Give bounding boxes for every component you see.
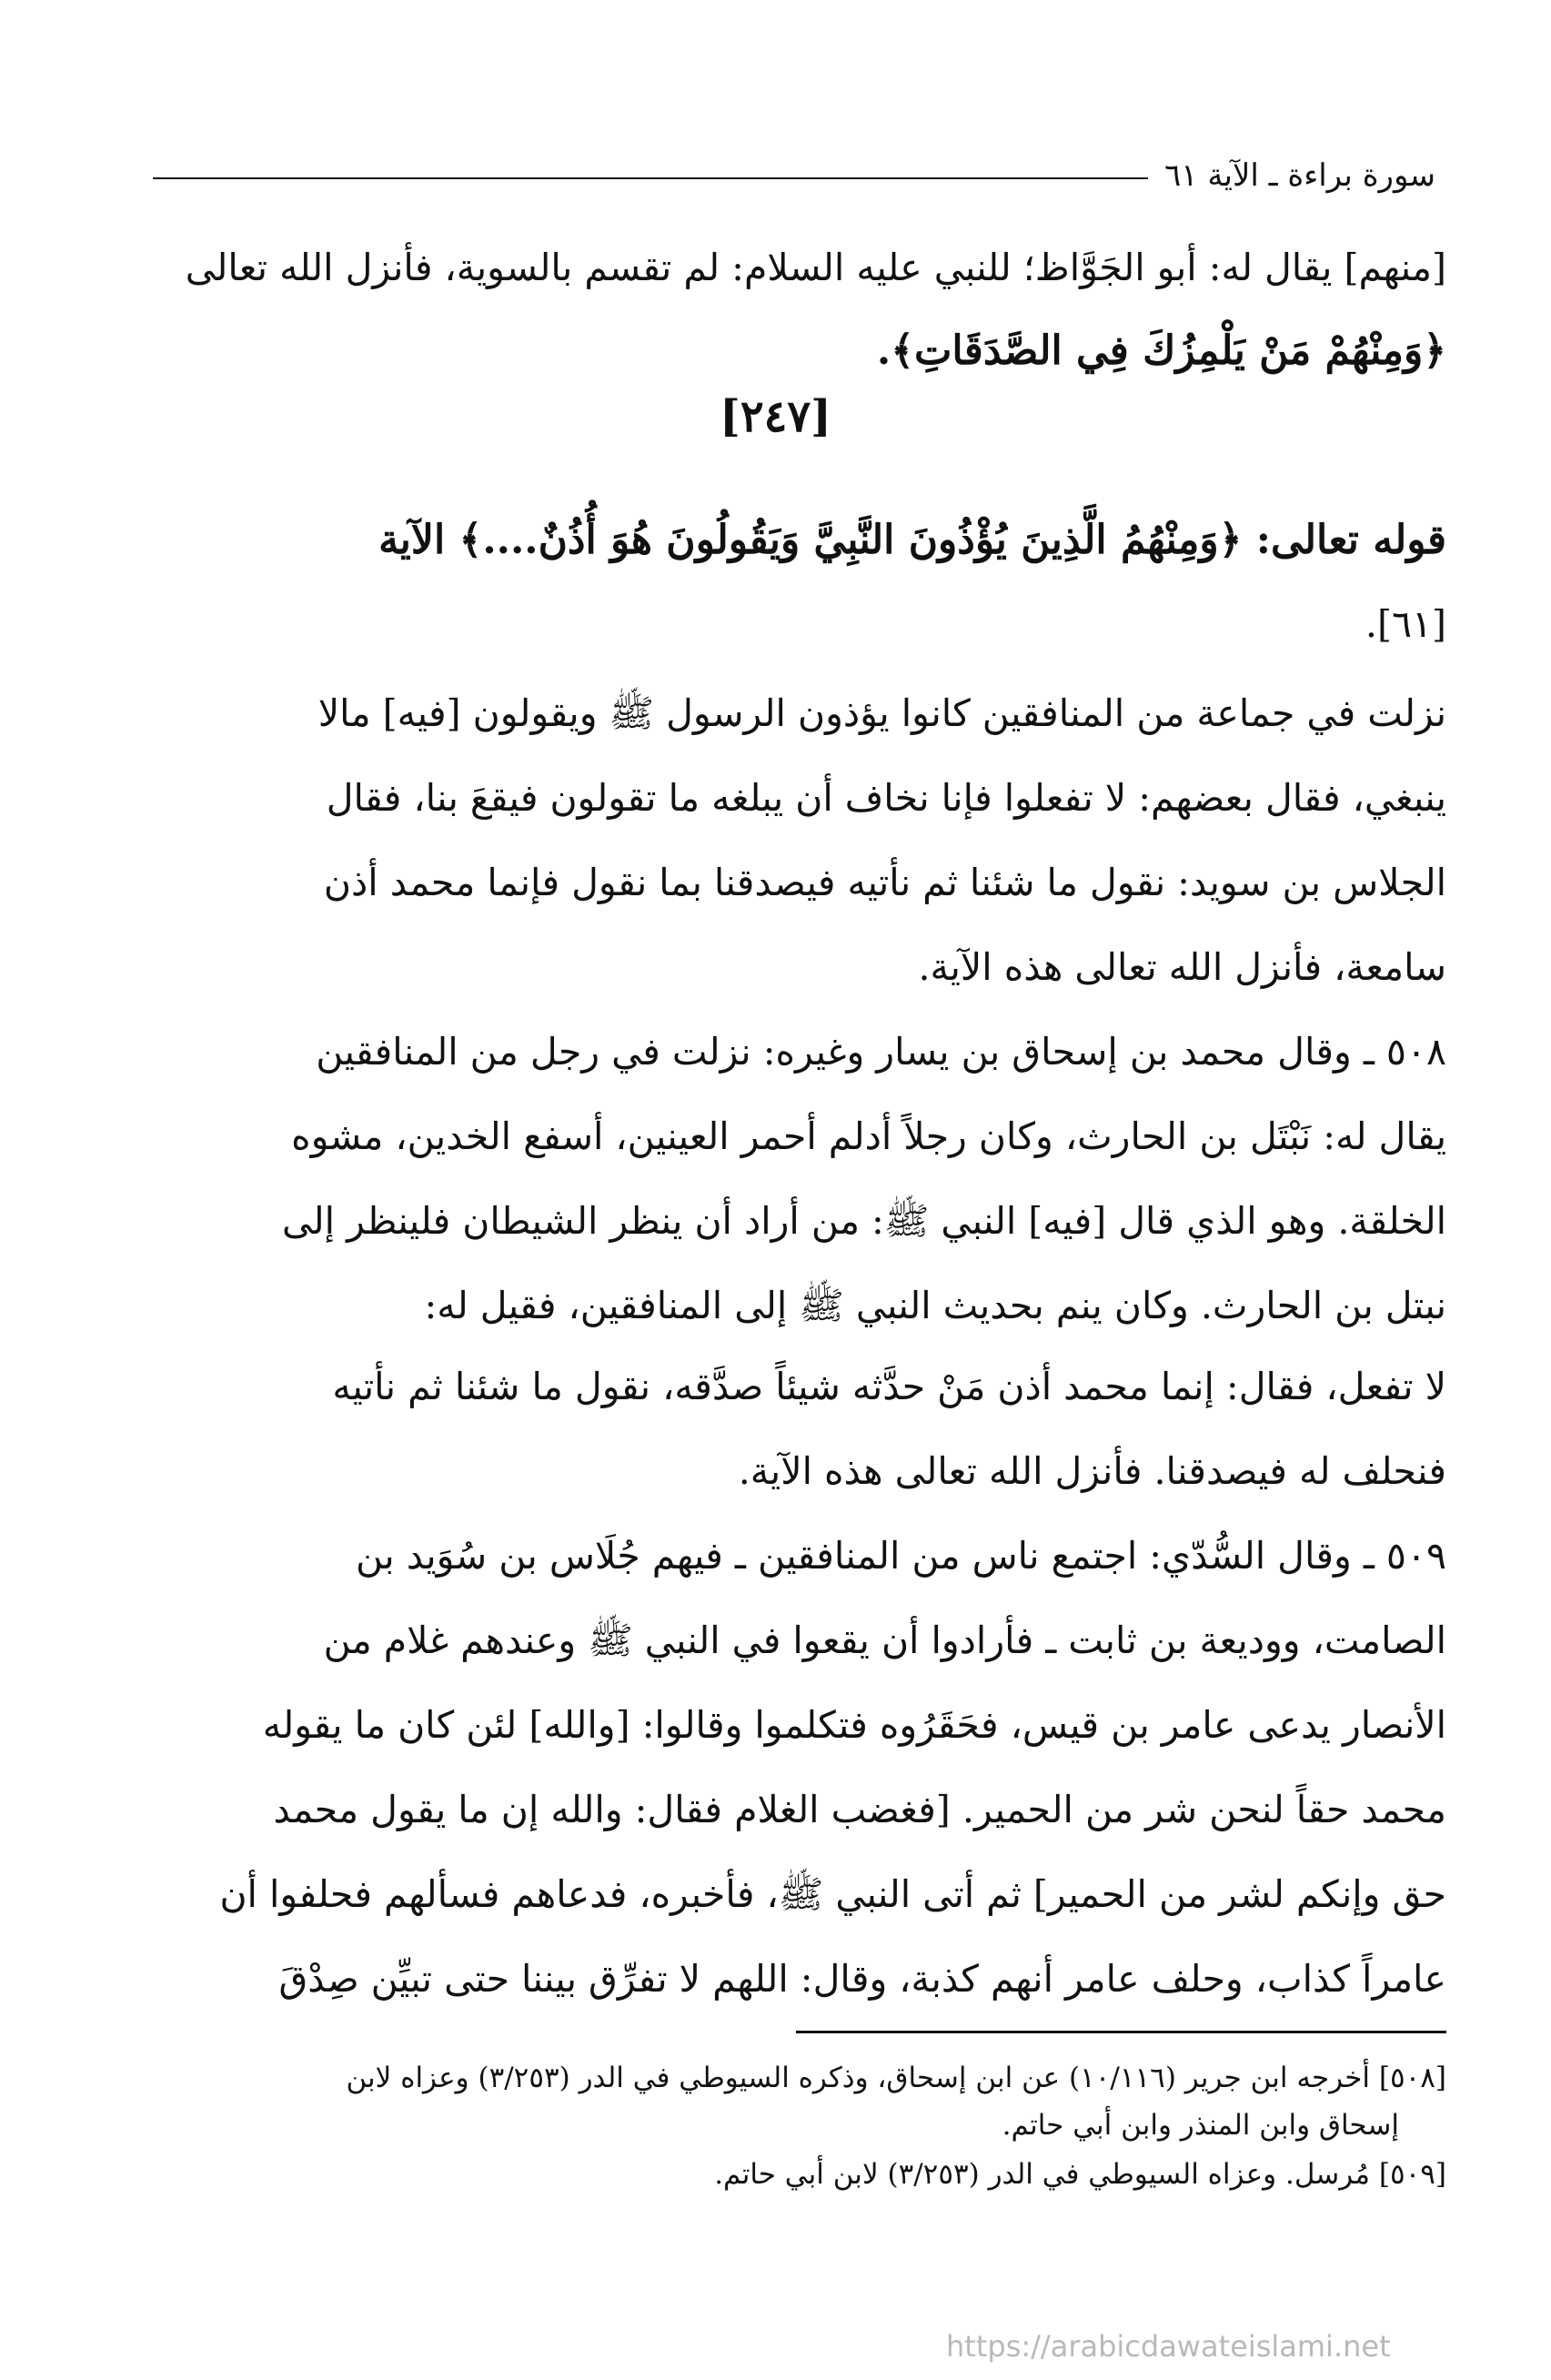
paragraph-509: [146, 1514, 1446, 2022]
footnote-509: [146, 2151, 1446, 2198]
watermark-url: https://arabicdawateislami.net: [946, 2329, 1391, 2364]
paragraph-intro: [146, 226, 1446, 393]
footnote-508: [146, 2054, 1446, 2149]
paragraph-revelation: [146, 671, 1446, 1010]
paragraph-508: [146, 1010, 1446, 1348]
footnote-line: [٥٠٨] أخرجه ابن جرير (١٠/١١٦) عن ابن إسحاق، وذكره السيوطي في الدر (٣/٢٥٣) وعزاه لابن: [346, 2062, 1446, 2094]
text-line: لا تفعل، فقال: إنما محمد أذن مَنْ حدَّثه شيئاً صدَّقه، نقول ما شئنا ثم نأتيه: [332, 1365, 1446, 1408]
text-line: محمد حقاً لنحن شر من الحمير. [فغضب الغلام فقال: والله إن ما يقول محمد: [273, 1788, 1446, 1831]
text-line: ٥٠٩ ـ وقال السُّدّي: اجتمع ناس من المنافقين ـ فيهم جُلَاس بن سُوَيد بن: [356, 1534, 1446, 1578]
running-header: [153, 153, 1435, 198]
text-line: الأنصار يدعى عامر بن قيس، فحَقَرُوه فتكلموا وقالوا: [والله] لئن كان ما يقوله: [262, 1703, 1446, 1747]
text-line: ينبغي، فقال بعضهم: لا تفعلوا فإنا نخاف أن يبلغه ما تقولون فيقعَ بنا، فقال: [326, 776, 1446, 820]
quran-verse-line: ﴿وَمِنْهُمْ مَنْ يَلْمِزُكَ فِي الصَّدَقَاتِ﴾.: [876, 328, 1446, 374]
paragraph-verse: [146, 499, 1446, 666]
text-line: حق وإنكم لشر من الحمير] ثم أتى النبي ﷺ، فأخبره، فدعاهم فسألهم فحلفوا أن: [219, 1872, 1446, 1916]
text-line: نزلت في جماعة من المنافقين كانوا يؤذون الرسول ﷺ ويقولون [فيه] مالا: [317, 691, 1446, 735]
footnote-line: إسحاق وابن المنذر وابن أبي حاتم.: [1002, 2109, 1399, 2142]
text-line: فنحلف له فيصدقنا. فأنزل الله تعالى هذه الآية.: [738, 1449, 1446, 1493]
header-rule: [153, 177, 1148, 179]
section-number: [٢٤٧]: [720, 391, 831, 442]
text-line: ٥٠٨ ـ وقال محمد بن إسحاق بن يسار وغيره: نزلت في رجل من المنافقين: [316, 1030, 1446, 1074]
text-line: الصامت، ووديعة بن ثابت ـ فأرادوا أن يقعوا في النبي ﷺ وعندهم غلام من: [323, 1619, 1446, 1662]
text-line: الخلقة. وهو الذي قال [فيه] النبي ﷺ: من أراد أن ينظر الشيطان فلينظر إلى: [281, 1199, 1446, 1243]
text-line: الجلاس بن سويد: نقول ما شئنا ثم نأتيه فيصدقنا بما نقول فإنما محمد أذن: [323, 861, 1446, 904]
text-line: نبتل بن الحارث. وكان ينم بحديث النبي ﷺ إلى المنافقين، فقيل له:: [424, 1284, 1446, 1327]
header-title: سورة براءة ـ الآية ٦١: [1163, 157, 1435, 194]
text-line: [منهم] يقال له: أبو الجَوَّاظ؛ للنبي عليه السلام: لم تقسم بالسوية، فأنزل الله تعالى: [185, 246, 1446, 289]
paragraph-508-continued: [146, 1345, 1446, 1514]
footnote-line: [٥٠٩] مُرسل. وعزاه السيوطي في الدر (٣/٢٥٣) لابن أبي حاتم.: [714, 2158, 1446, 2191]
text-line: عامراً كذاب، وحلف عامر أنهم كذبة، وقال: اللهم لا تفرِّق بيننا حتى تبيِّن صِدْقَ: [278, 1957, 1446, 2001]
text-line: [٦١].: [1365, 602, 1446, 646]
text-line: يقال له: نَبْتَل بن الحارث، وكان رجلاً أدلم أحمر العينين، أسفع الخدين، مشوه: [291, 1114, 1446, 1158]
footnote-separator: [796, 2031, 1446, 2033]
text-line: سامعة، فأنزل الله تعالى هذه الآية.: [918, 945, 1446, 989]
quran-verse-line: قوله تعالى: ﴿وَمِنْهُمُ الَّذِينَ يُؤْذُونَ النَّبِيَّ وَيَقُولُونَ هُوَ أُذُنٌ....﴾ الآية: [378, 517, 1446, 563]
